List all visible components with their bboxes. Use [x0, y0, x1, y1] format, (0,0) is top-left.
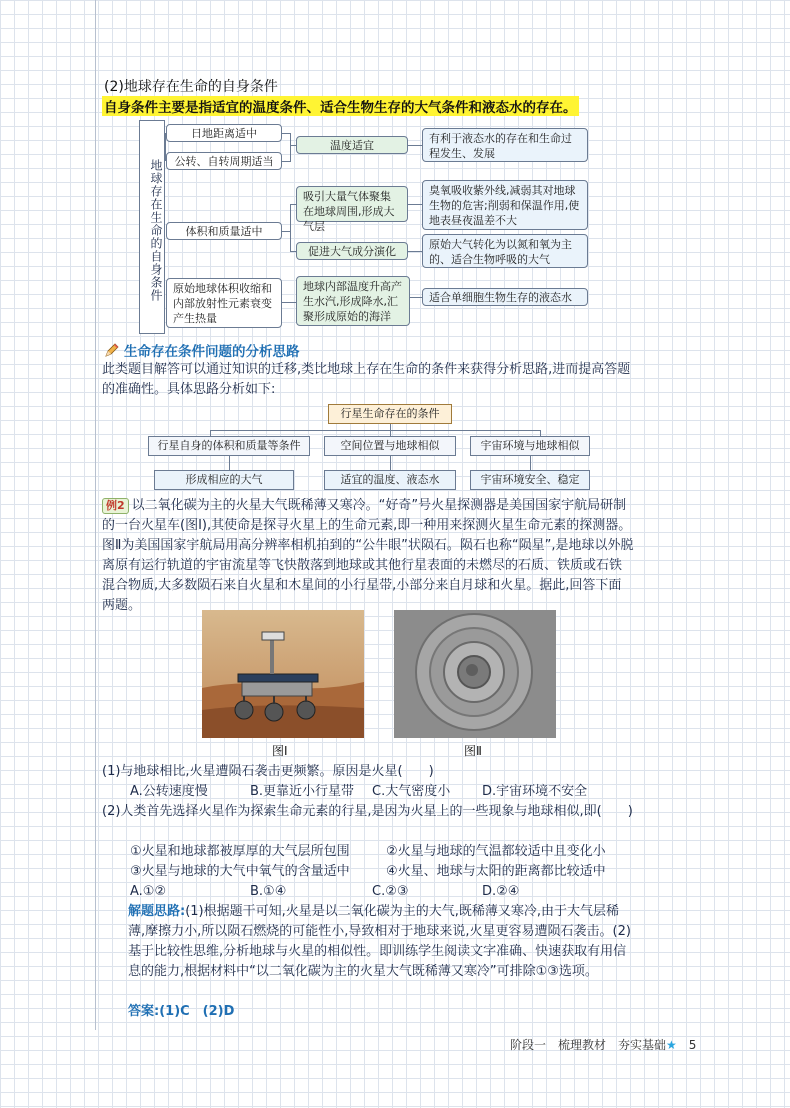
answer — [128, 1002, 660, 1022]
q2-statement-3: ③火星与地球的大气中氧气的含量适中 — [130, 864, 350, 879]
mid-2: 吸引大量气体聚集在地球周围,形成大气层 — [296, 186, 408, 222]
solution — [128, 902, 634, 982]
connector — [290, 145, 296, 146]
connector — [282, 133, 290, 134]
cause-2: 公转、自转周期适当 — [166, 152, 282, 170]
q1-option-b: B.更靠近小行星带 — [250, 784, 355, 799]
q2-option-c: C.②③ — [372, 884, 409, 899]
example-text — [102, 496, 634, 616]
q2-statement-2: ②火星与地球的气温都较适中且变化小 — [386, 844, 606, 859]
mid-3: 促进大气成分演化 — [296, 242, 408, 260]
q2-option-b: B.①④ — [250, 884, 287, 899]
connector — [408, 204, 422, 205]
connector — [290, 204, 296, 205]
flow-bottom-1: 形成相应的大气 — [154, 470, 294, 490]
flow-bottom-3: 宇宙环境安全、稳定 — [470, 470, 590, 490]
arrow — [530, 456, 531, 470]
pencil-icon — [104, 342, 120, 358]
flow-bottom-2: 适宜的温度、液态水 — [324, 470, 456, 490]
connector — [408, 145, 422, 146]
page-footer — [510, 1036, 696, 1053]
result-3: 原始大气转化为以氮和氧为主的、适合生物呼吸的大气 — [422, 234, 588, 268]
tip-title — [124, 340, 300, 360]
arrow — [229, 456, 230, 470]
flow-mid-2: 空间位置与地球相似 — [324, 436, 456, 456]
q2-stem: (2)人类首先选择火星作为探索生命元素的行星,是因为火星上的一些现象与地球相似,即( ) — [102, 804, 633, 819]
section-title: (2)地球存在生命的自身条件 — [104, 79, 278, 95]
page-number: 5 — [688, 1038, 697, 1052]
connector — [165, 133, 166, 161]
tip-title-text: 生命存在条件问题的分析思路 — [124, 344, 300, 360]
highlight-text: 自身条件主要是指适宜的温度条件、适合生物生存的大气条件和液态水的存在。 — [102, 96, 579, 116]
solution-label: 解题思路: — [128, 904, 186, 919]
footer-star-icon: ★ — [666, 1038, 677, 1052]
connector — [282, 231, 290, 232]
connector — [410, 297, 422, 298]
connector — [408, 251, 422, 252]
connector — [210, 430, 540, 431]
margin-line — [95, 0, 96, 1030]
tip-body: 此类题目解答可以通过知识的迁移,类比地球上存在生命的条件来获得分析思路,进而提高答题的准确性。具体思路分析如下: — [102, 362, 631, 397]
cause-1: 日地距离适中 — [166, 124, 282, 142]
q2-statement-4: ④火星、地球与太阳的距离都比较适中 — [386, 864, 606, 879]
q2-option-d: D.②④ — [482, 884, 520, 899]
figure-2-caption: 图Ⅱ — [464, 744, 482, 758]
example-body: 以二氧化碳为主的火星大气既稀薄又寒冷。“好奇”号火星探测器是美国国家宇航局研制的一台火星车(图Ⅰ),其使命是探寻火星上的生命元素,即一种用来探测火星生命元素的探测器。图Ⅱ为美国国家宇航局用高分辨率相机拍到的“公牛眼”状陨石。陨石也称“陨星”,是地球以外脱离原有运行轨道的宇宙流星等飞快散落到地球或其他行星表面的未燃尽的石质、铁质或石铁混合物质,大多数陨石来自火星和木星间的小行星带,小部分来自月球和火星。据此,回答下面两题。 — [102, 498, 634, 613]
example-badge: 例2 — [102, 498, 129, 514]
solution-text: (1)根据题干可知,火星是以二氧化碳为主的大气,既稀薄又寒冷,由于大气层稀薄,摩擦力小,所以陨石燃烧的可能性小,导致相对于地球来说,火星更容易遭陨石袭击。(2)基于比较性思维,分析地球与火星的相似性。即训练学生阅读文字准确、快速获取有用信息的能力,根据材料中“以二氧化碳为主的火星大气既稀薄又寒冷”可排除①③选项。 — [128, 904, 631, 979]
q1-option-a: A.公转速度慢 — [130, 784, 208, 799]
connector — [290, 204, 291, 251]
cause-3: 体积和质量适中 — [166, 222, 282, 240]
q2-option-a: A.①② — [130, 884, 167, 899]
answer-label: 答案: — [128, 1004, 160, 1019]
figure-2-crater — [394, 610, 556, 738]
q1-option-d: D.宇宙环境不安全 — [482, 784, 588, 799]
result-2: 臭氧吸收紫外线,减弱其对地球生物的危害;削弱和保温作用,使地表昼夜温差不大 — [422, 180, 588, 230]
connector — [282, 302, 296, 303]
footer-chapter: 阶段一 梳理教材 夯实基础 — [510, 1038, 667, 1052]
arrow — [390, 456, 391, 470]
connector — [282, 161, 290, 162]
connector — [290, 251, 296, 252]
flow-mid-1: 行星自身的体积和质量等条件 — [148, 436, 310, 456]
flow-mid-3: 宇宙环境与地球相似 — [470, 436, 590, 456]
q2-statement-1: ①火星和地球都被厚厚的大气层所包围 — [130, 844, 350, 859]
flow-top: 行星生命存在的条件 — [328, 404, 452, 424]
mid-1: 温度适宜 — [296, 136, 408, 154]
answer-value: (1)C (2)D — [159, 1004, 235, 1019]
diagram1-root: 地球存在生命的自身条件 — [139, 120, 165, 334]
q1-stem: (1)与地球相比,火星遭陨石袭击更频繁。原因是火星( ) — [102, 764, 434, 779]
result-4: 适合单细胞生物生存的液态水 — [422, 288, 588, 306]
figure-1-rover — [202, 610, 364, 738]
result-1: 有利于液态水的存在和生命过程发生、发展 — [422, 128, 588, 162]
cause-4: 原始地球体积收缩和内部放射性元素衰变产生热量 — [166, 278, 282, 328]
section-highlight — [102, 96, 579, 116]
q1-option-c: C.大气密度小 — [372, 784, 451, 799]
figure-1-caption: 图Ⅰ — [272, 744, 288, 758]
mid-4: 地球内部温度升高产生水汽,形成降水,汇聚形成原始的海洋 — [296, 276, 410, 326]
connector — [290, 133, 291, 162]
